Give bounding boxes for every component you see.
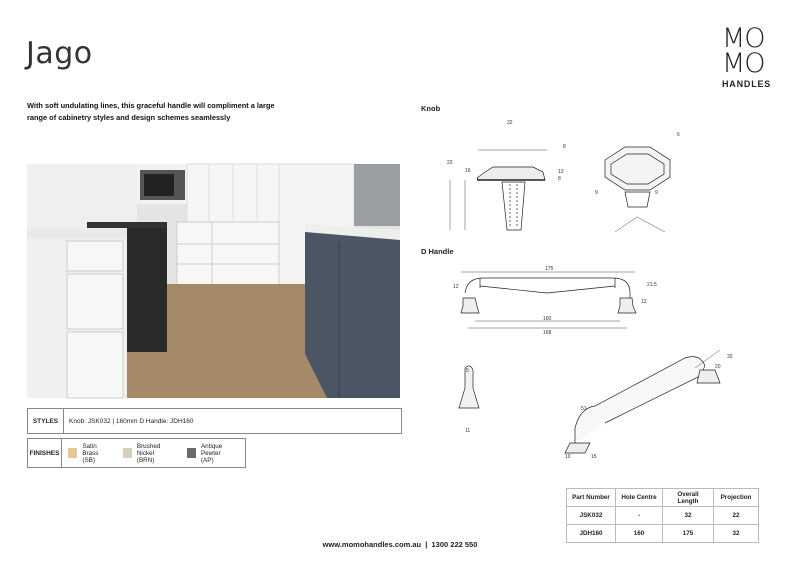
knob-dim: 9: [655, 190, 658, 196]
cell: 32: [663, 507, 714, 525]
d-handle-dim: 51: [581, 406, 587, 412]
swatch: [68, 448, 77, 458]
cell: 32: [714, 525, 759, 543]
d-handle-dim: 12: [641, 299, 647, 305]
footer-contact: www.momohandles.com.au | 1300 222 550: [322, 540, 478, 549]
logo-line2: MO: [722, 48, 765, 79]
kitchen-photo: [27, 164, 400, 398]
logo-line1: MO: [722, 23, 765, 54]
knob-heading: Knob: [421, 104, 441, 113]
d-handle-dim: 21.5: [647, 282, 657, 288]
col-projection: Projection: [714, 489, 759, 507]
table-row: [567, 507, 759, 525]
spec-table: [566, 488, 759, 543]
cell: -: [616, 507, 663, 525]
finish-name: Antique Pewter: [200, 442, 223, 457]
d-handle-dim: 20: [715, 364, 721, 370]
finish-brushed-nickel: [123, 443, 177, 464]
momo-logo: [722, 23, 778, 89]
styles-label: STYLES: [28, 409, 64, 433]
col-part-number: Part Number: [567, 489, 616, 507]
finish-code: (SB): [82, 456, 95, 464]
cell: 22: [714, 507, 759, 525]
product-description: With soft undulating lines, this graceful handle will compliment a large range of cabinetry styles and design schemes seamlessly: [27, 101, 275, 122]
knob-dim: 9: [595, 190, 598, 196]
finishes-row: [27, 438, 246, 468]
knob-dim: 32: [507, 120, 513, 126]
d-handle-dim: 168: [543, 330, 552, 336]
swatch: [123, 448, 132, 458]
knob-dim: 8: [563, 144, 566, 150]
table-header-row: [567, 489, 759, 507]
cell: JSK032: [567, 507, 616, 525]
logo-line3: HANDLES: [722, 79, 772, 89]
d-handle-dim: 160: [543, 316, 552, 322]
d-handle-heading: D Handle: [421, 247, 454, 256]
finishes-label: FINISHES: [28, 439, 62, 467]
finish-antique-pewter: [187, 443, 241, 464]
finish-code: (AP): [200, 456, 214, 464]
d-handle-dim: 175: [545, 266, 554, 272]
finish-satin-brass: [68, 443, 113, 464]
finish-code: (BRN): [136, 456, 155, 464]
cell: 160: [616, 525, 663, 543]
knob-dim: 13: [558, 169, 564, 175]
swatch: [187, 448, 196, 458]
styles-row: [27, 408, 402, 434]
knob-dim: 8: [558, 176, 561, 182]
col-hole-centre: Hole Centre: [616, 489, 663, 507]
col-overall-length: Overall Length: [663, 489, 714, 507]
d-handle-dim: 15: [591, 454, 597, 460]
knob-dim: 16: [465, 168, 471, 174]
finish-name: Brushed Nickel: [136, 442, 161, 457]
d-handle-dim: 5: [466, 368, 469, 374]
d-handle-dim: 10: [565, 454, 571, 460]
finish-name: Satin Brass: [82, 442, 99, 457]
knob-dim: 22: [447, 160, 453, 166]
d-handle-dim: 12: [453, 284, 459, 290]
knob-dim: 6: [677, 132, 680, 138]
d-handle-dim: 32: [727, 354, 733, 360]
cell: JDH160: [567, 525, 616, 543]
styles-value: Knob: JSK032 | 160mm D Handle: JDH160: [69, 417, 194, 425]
cell: 175: [663, 525, 714, 543]
d-handle-dim: 11: [465, 428, 471, 434]
knob-drawing: [415, 112, 680, 227]
d-handle-drawing: [415, 258, 733, 478]
page-title: Jago: [26, 36, 93, 71]
